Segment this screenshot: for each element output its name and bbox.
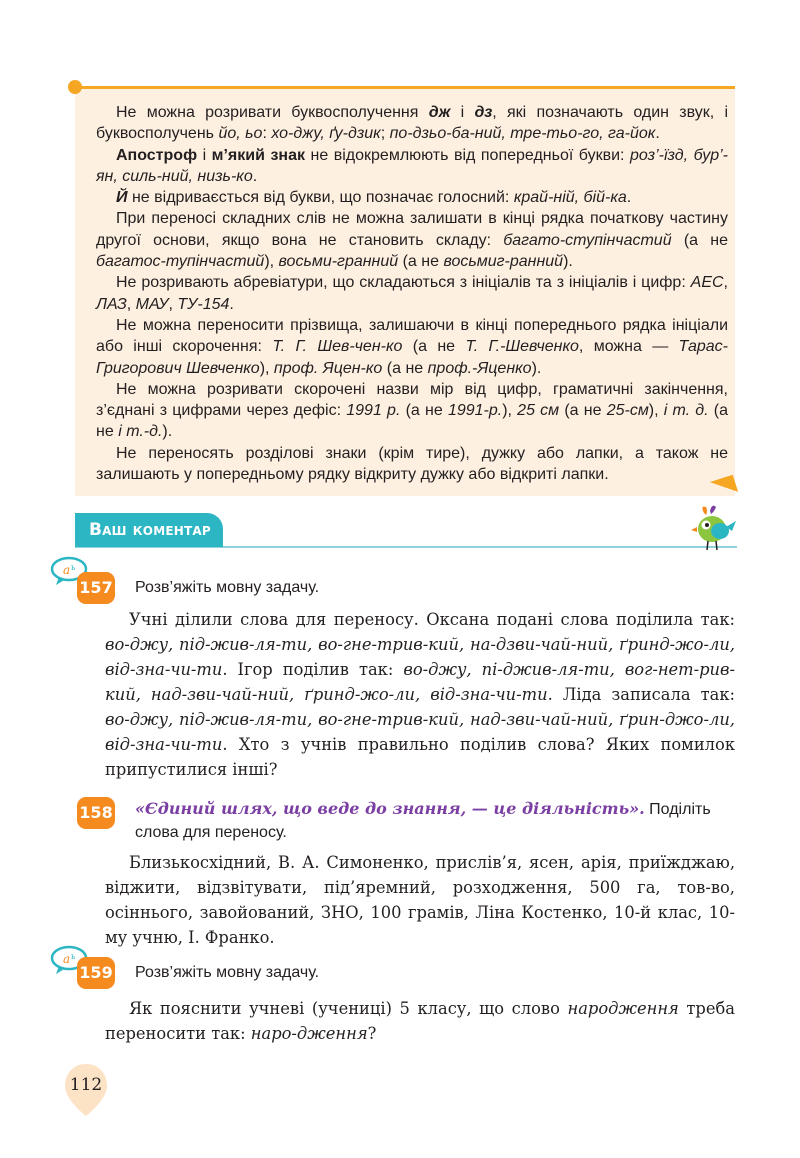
rule-paragraph: Не можна переносити прізвища, залишаючи в кінці попереднього рядка ініціали або інші скорочення: Т. Г. Шев-чен-ко (а не Т. Г.-Шевченко, можна — Тарас-Григорович Шевченко), проф. Яцен-ко (а не проф.-Яценко). [96,316,728,377]
exercise-157-badge: 157 [77,572,115,604]
rule-paragraph: Не можна розривати буквосполучення дж і дз, які позначають один звук, і буквосполучень йо, ьо: хо-джу, ґу-дзик; по-дзьо-ба-ний, тре-тьо-го, га-йок. [96,104,728,143]
rule-paragraph: Не розривають абревіатури, що складаються з ініціалів та з ініціалів і цифр: АЕС, ЛАЗ, МАУ, ТУ-154. [96,274,728,313]
svg-text:ь: ь [71,563,76,572]
exercise-158-text: Близькосхідний, В. А. Симоненко, прислів’я, ясен, арія, приїжджаю, віджити, відзвітувати, під’яремний, розходження, 500 га, тов-во, осіннього, завойований, ЗНО, 100 грамів, Ліна Костенко, 10-й клас, 10-му учню, І. Франко. [105,853,735,947]
rule-paragraph: Й не відриваєсться від букви, що позначає голосний: край-ній, бій-ка. [116,189,632,207]
page-number: 112 [69,1075,103,1095]
exercise-159-instruction: Розв’яжіть мовну задачу. [135,964,320,981]
bullet-dot-icon [68,80,82,94]
exercise-158-instruction: «Єдиний шлях, що веде до знання, — це діяльність». Поділіть слова для переносу. [135,799,711,841]
exercise-158-badge: 158 [77,797,115,829]
exercise-159-badge: 159 [77,957,115,989]
svg-text:ь: ь [71,952,76,961]
exercise-157-text: Учні ділили слова для переносу. Оксана подані слова поділила так: во-джу, під-жив-ля-ти, во-гне-трив-кий, на-дзви-чай-ний, ґринд-жо-ли, від-зна-чи-ти. Ігор поділив так: во-джу, пі-джив-ля-ти, вог-нет-рив-кий, над-зви-чай-ний, ґринд-жо-ли, від-зна-чи-ти. Ліда записала так: во-джу, під-жив-ля-ти, во-гне-трив-кий, над-зви-чай-ний, ґрин-джо-ли, від-зна-чи-ти. Хто з учнів правильно поділив слова? Яких помилок припустилися інші? [105,610,736,779]
exercise-157-instruction: Розв’яжіть мовну задачу. [135,579,320,596]
rules-box-top-line [75,86,735,89]
svg-text:a: a [63,563,71,577]
comment-banner: Ваш коментар [75,513,223,547]
motto-quote: «Єдиний шлях, що веде до знання, — це діяльність». [135,799,645,818]
rule-paragraph: Апостроф і м’який знак не відокремлюють від попередньої букви: роз’-їзд, бур’-ян, силь-ний, низь-ко. [96,146,729,185]
svg-text:a: a [63,952,71,966]
hyphenation-rules [96,102,728,485]
rule-paragraph: Не переносять розділові знаки (крім тире), дужку або лапки, а також не залишають у попередньому рядку відкриту дужку або відкриті лапки. [96,444,728,484]
rule-paragraph: Не можна розривати скорочені назви мір від цифр, граматичні закінчення, з’єднані з цифрами через дефіс: 1991 р. (а не 1991-р.), 25 см (а не 25-см), і т. д. (а не і т.-д.). [96,380,728,441]
rule-paragraph: При переносі складних слів не можна залишати в кінці рядка початкову частину другої основи, якщо вона не становить складу: багато-ступінчастий (а не багатос-тупінчастий), восьми-гранний (а не восьмиг-ранний). [96,210,728,271]
exercise-159-text: Як пояснити учневі (учениці) 5 класу, що слово народження треба переносити так: наро-дження? [105,999,735,1043]
bird-icon [690,503,738,553]
